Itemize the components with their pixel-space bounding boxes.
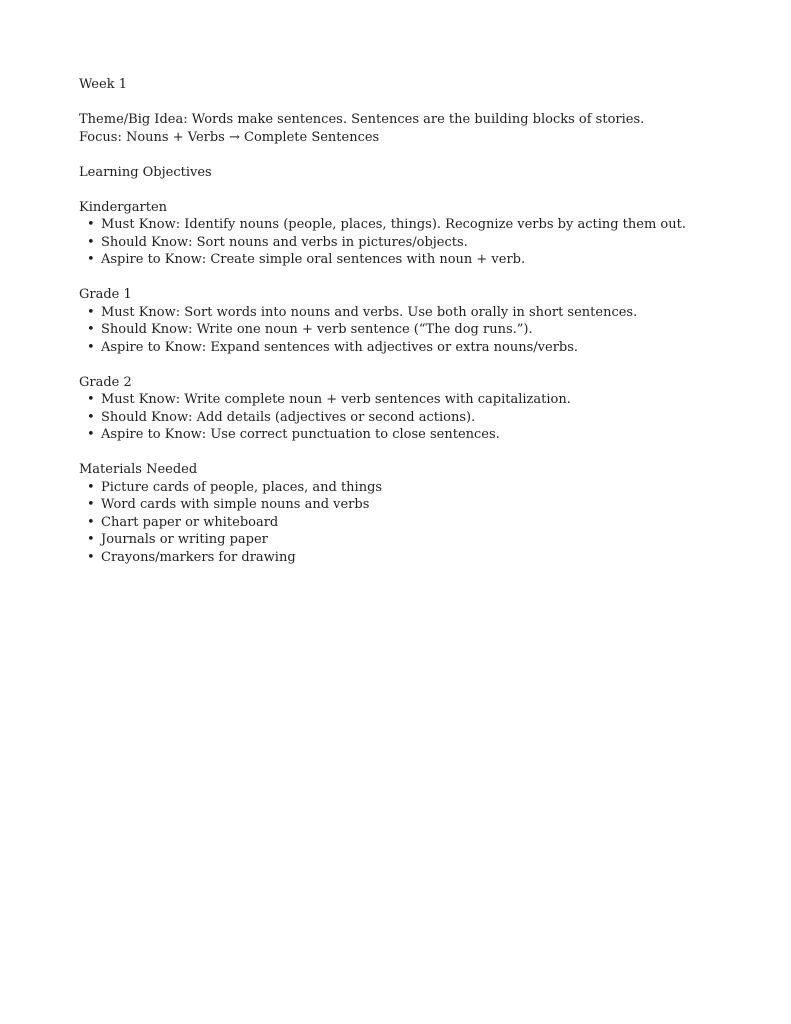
list-item-text: Aspire to Know: Expand sentences with adjectives or extra nouns/verbs. xyxy=(101,339,579,355)
list-item-text: Word cards with simple nouns and verbs xyxy=(101,497,370,512)
list-item xyxy=(79,426,759,444)
spacer xyxy=(79,181,759,199)
document-page xyxy=(79,76,759,566)
bullet-icon: • xyxy=(87,514,95,530)
week-title: Week 1 xyxy=(79,77,127,92)
list-item xyxy=(79,321,759,339)
list-item xyxy=(79,514,759,532)
spacer xyxy=(79,94,759,112)
section-grade-2 xyxy=(79,374,759,444)
bullet-icon: • xyxy=(87,339,95,355)
list-item-text: Must Know: Identify nouns (people, places, things). Recognize verbs by acting them out. xyxy=(101,217,686,232)
section-materials xyxy=(79,461,759,566)
list-item xyxy=(79,549,759,567)
bullet-icon: • xyxy=(87,392,95,407)
section-grade-1 xyxy=(79,286,759,356)
list-item xyxy=(79,496,759,514)
bullet-icon: • xyxy=(87,409,95,425)
list-item xyxy=(79,251,759,269)
section-heading: Materials Needed xyxy=(79,462,198,477)
bullet-list xyxy=(79,391,759,444)
list-item xyxy=(79,531,759,549)
bullet-icon: • xyxy=(87,217,95,232)
list-item xyxy=(79,339,759,357)
bullet-icon: • xyxy=(87,532,95,547)
bullet-list xyxy=(79,479,759,567)
spacer xyxy=(79,269,759,287)
bullet-list xyxy=(79,304,759,357)
objectives-heading: Learning Objectives xyxy=(79,164,212,180)
list-item-text: Crayons/markers for drawing xyxy=(101,549,296,565)
list-item xyxy=(79,409,759,427)
theme-line: Theme/Big Idea: Words make sentences. Sentences are the building blocks of stories. xyxy=(79,112,645,127)
bullet-icon: • xyxy=(87,549,95,565)
spacer xyxy=(79,146,759,164)
bullet-icon: • xyxy=(87,252,95,267)
list-item-text: Should Know: Write one noun + verb sentence (“The dog runs.”). xyxy=(101,322,533,337)
bullet-icon: • xyxy=(87,497,95,512)
bullet-icon: • xyxy=(87,427,95,442)
list-item-text: Chart paper or whiteboard xyxy=(101,514,279,530)
spacer xyxy=(79,444,759,462)
focus-line: Focus: Nouns + Verbs → Complete Sentences xyxy=(79,129,380,145)
list-item xyxy=(79,304,759,322)
list-item xyxy=(79,234,759,252)
list-item-text: Journals or writing paper xyxy=(101,532,268,547)
list-item xyxy=(79,216,759,234)
list-item-text: Must Know: Sort words into nouns and verbs. Use both orally in short sentences. xyxy=(101,304,638,320)
section-heading: Grade 1 xyxy=(79,287,132,302)
list-item-text: Must Know: Write complete noun + verb sentences with capitalization. xyxy=(101,392,571,407)
section-kindergarten xyxy=(79,199,759,269)
list-item-text: Aspire to Know: Create simple oral sentences with noun + verb. xyxy=(101,252,526,267)
section-heading: Kindergarten xyxy=(79,199,168,215)
bullet-list xyxy=(79,216,759,269)
bullet-icon: • xyxy=(87,234,95,250)
section-heading: Grade 2 xyxy=(79,374,132,390)
list-item-text: Should Know: Sort nouns and verbs in pictures/objects. xyxy=(101,234,468,250)
list-item xyxy=(79,479,759,497)
bullet-icon: • xyxy=(87,304,95,320)
bullet-icon: • xyxy=(87,322,95,337)
bullet-icon: • xyxy=(87,479,95,495)
spacer xyxy=(79,356,759,374)
list-item-text: Aspire to Know: Use correct punctuation to close sentences. xyxy=(101,427,500,442)
list-item-text: Picture cards of people, places, and things xyxy=(101,479,383,495)
list-item-text: Should Know: Add details (adjectives or second actions). xyxy=(101,409,476,425)
list-item xyxy=(79,391,759,409)
